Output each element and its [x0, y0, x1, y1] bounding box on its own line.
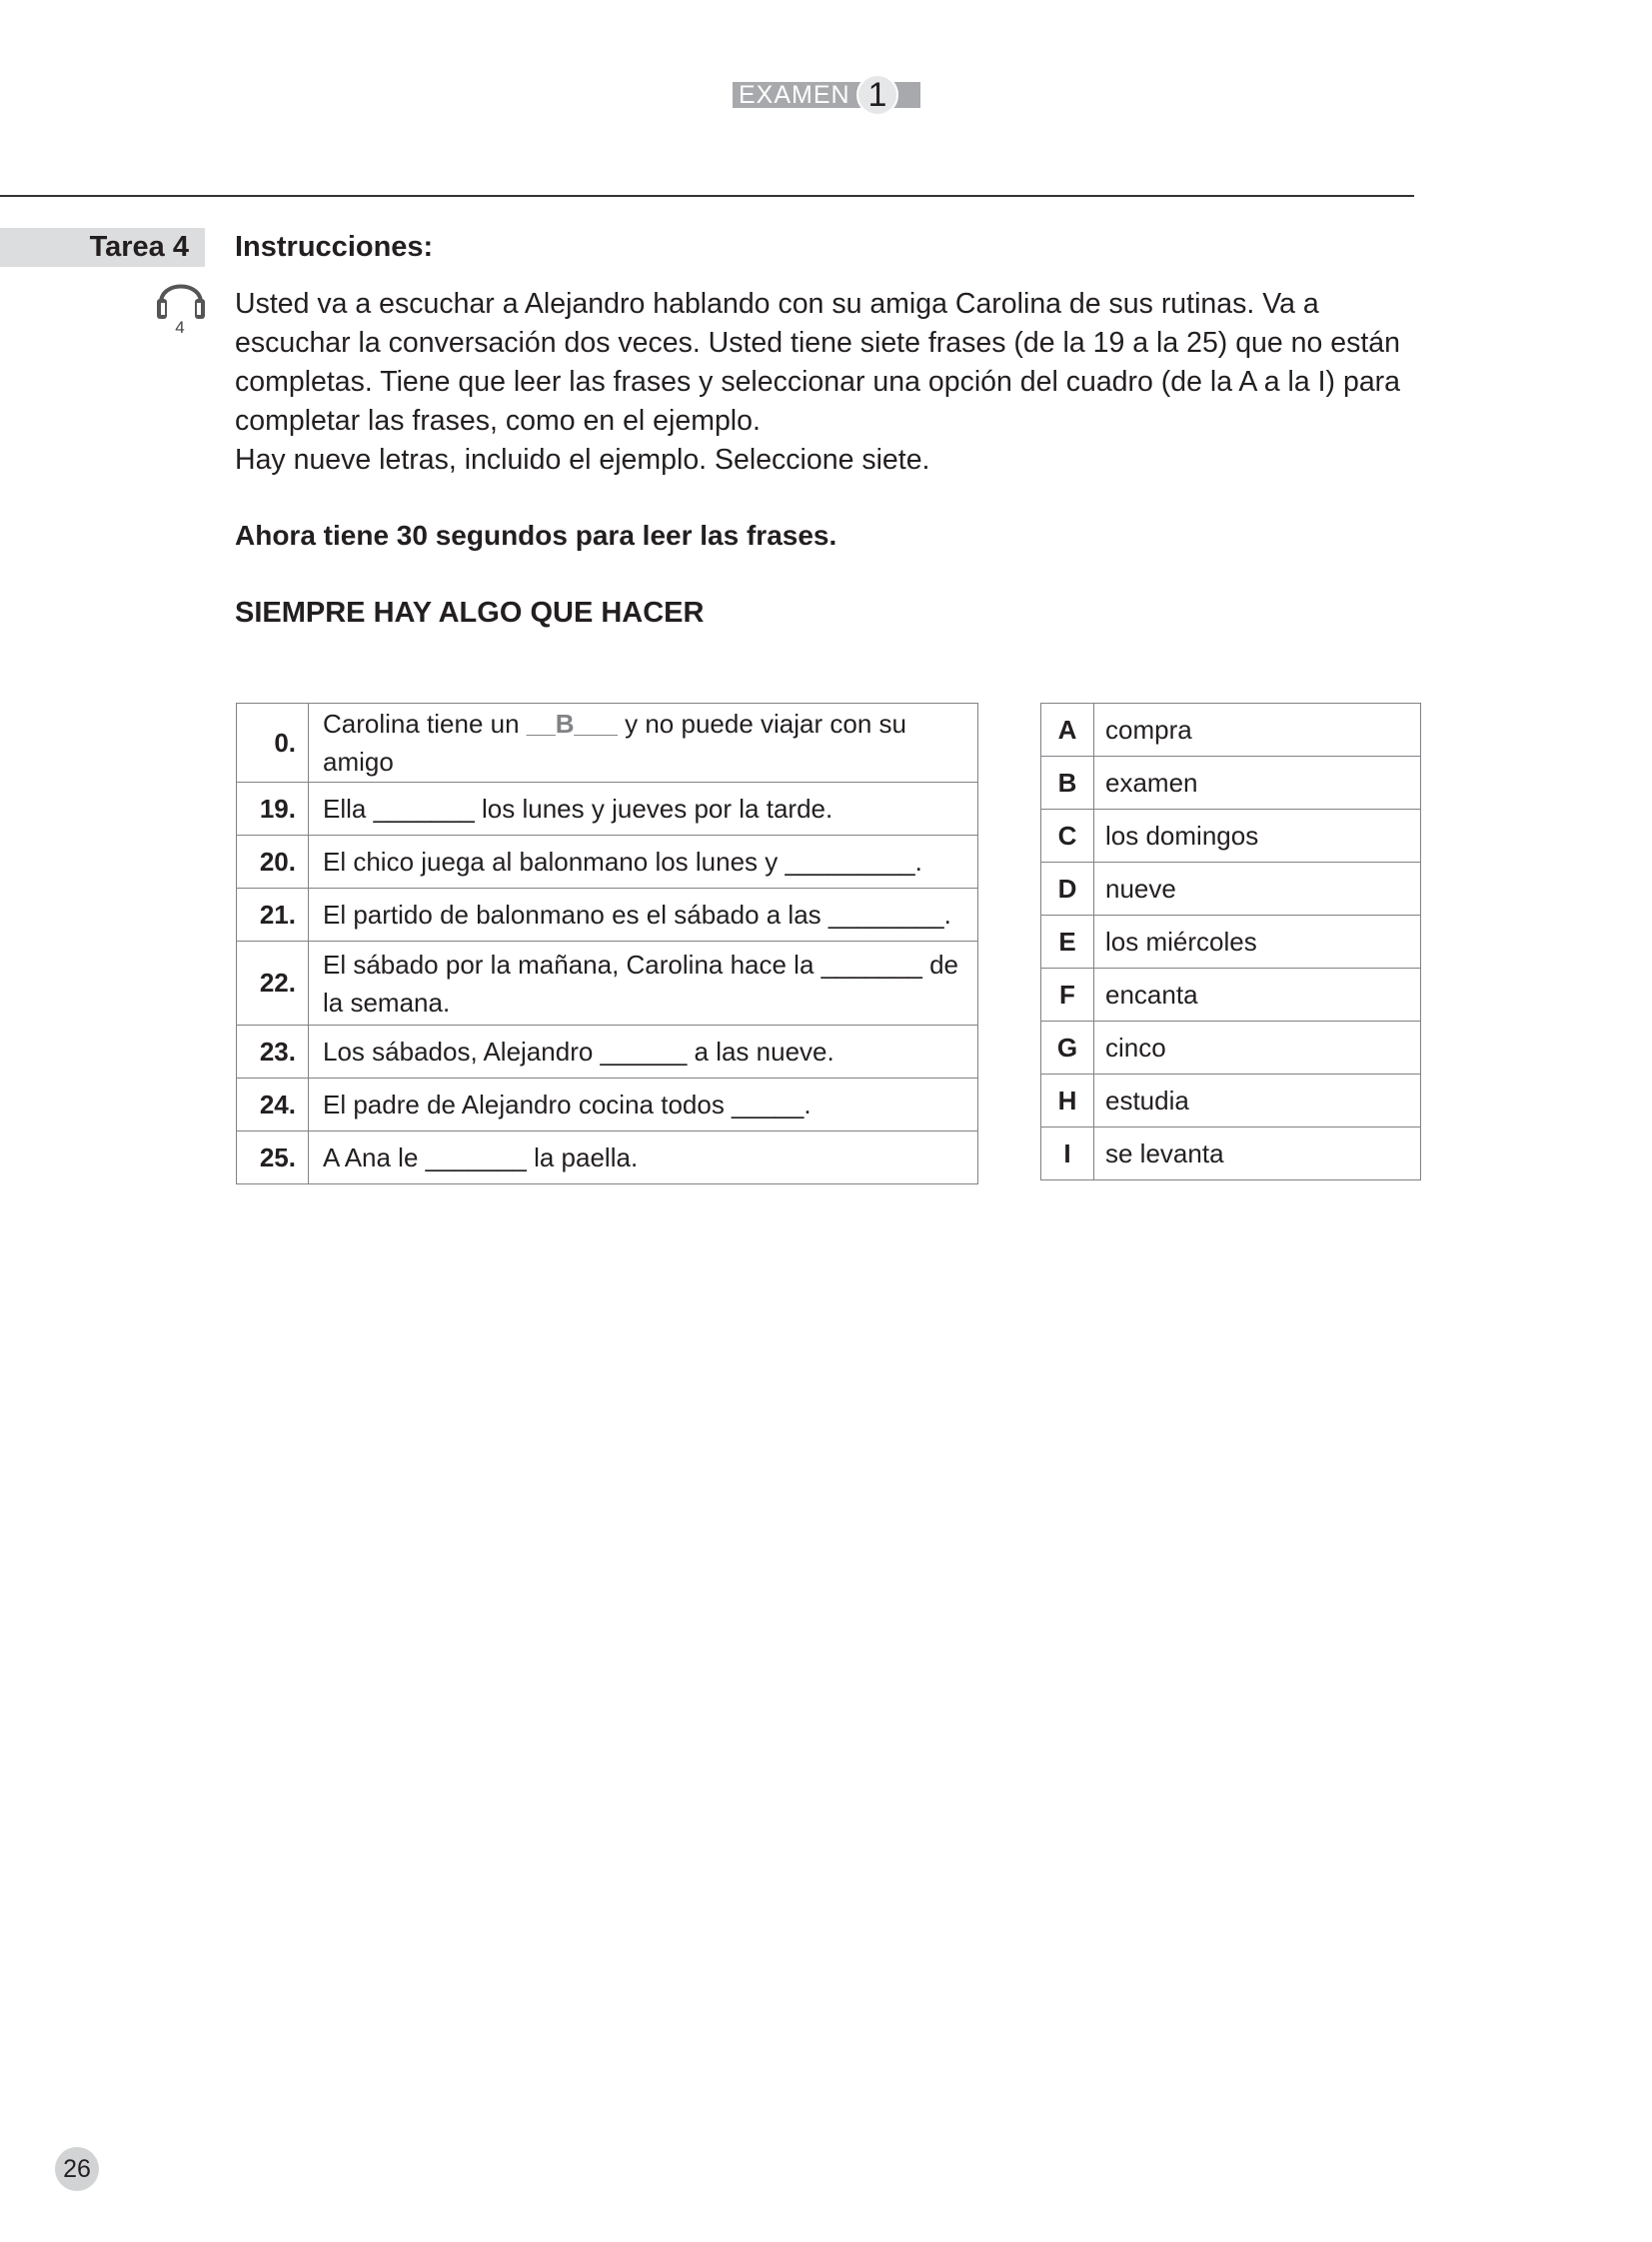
- option-row: [1041, 1022, 1421, 1075]
- task-title: SIEMPRE HAY ALGO QUE HACER: [235, 597, 705, 629]
- option-row: [1041, 1075, 1421, 1127]
- option-letter: B: [1041, 757, 1094, 810]
- sentence-row: [237, 1026, 978, 1079]
- instructions-line: escuchar la conversación dos veces. Usted tiene siete frases (de la 19 a la 25) que no están: [235, 327, 1401, 359]
- option-text: nueve: [1094, 863, 1421, 916]
- sentence-text: A Ana le _______ la paella.: [309, 1131, 978, 1184]
- exam-word: EXAMEN: [739, 81, 850, 109]
- option-letter: E: [1041, 916, 1094, 969]
- option-row: [1041, 863, 1421, 916]
- option-row: [1041, 704, 1421, 757]
- sentence-text: Ella _______ los lunes y jueves por la tarde.: [309, 783, 978, 836]
- option-letter: D: [1041, 863, 1094, 916]
- headphones-icon: [155, 273, 207, 321]
- option-text: se levanta: [1094, 1127, 1421, 1180]
- task-label-band: [0, 228, 205, 267]
- sentence-number: 22.: [237, 942, 309, 1026]
- option-row: [1041, 1127, 1421, 1180]
- option-row: [1041, 757, 1421, 810]
- sentence-row: [237, 836, 978, 889]
- exam-header-badge: [733, 74, 898, 116]
- sentence-row: [237, 1079, 978, 1131]
- option-letter: H: [1041, 1075, 1094, 1127]
- instructions-body: [235, 285, 1419, 480]
- sentence-text: Los sábados, Alejandro ______ a las nueve.: [309, 1026, 978, 1079]
- instructions-line: Hay nueve letras, incluido el ejemplo. Seleccione siete.: [235, 444, 930, 476]
- option-text: estudia: [1094, 1075, 1421, 1127]
- task-label: Tarea 4: [89, 231, 189, 263]
- sentence-number: 23.: [237, 1026, 309, 1079]
- option-text: examen: [1094, 757, 1421, 810]
- sentence-text-after: y no puede viajar con su amigo: [323, 709, 906, 777]
- sentence-text: [309, 942, 978, 1026]
- sentences-table: [236, 703, 978, 1184]
- option-text: cinco: [1094, 1022, 1421, 1075]
- instructions-line: completas. Tiene que leer las frases y seleccionar una opción del cuadro (de la A a la I) para: [235, 366, 1401, 398]
- option-letter: G: [1041, 1022, 1094, 1075]
- sentence-number: 21.: [237, 889, 309, 942]
- sentence-line: El sábado por la mañana, Carolina hace la _______ de: [323, 949, 959, 980]
- sentence-row: [237, 889, 978, 942]
- instructions-line: completar las frases, como en el ejemplo.: [235, 405, 761, 437]
- sentence-text-before: Carolina tiene un: [323, 709, 527, 739]
- sentence-row: [237, 942, 978, 1026]
- sentence-row: [237, 1131, 978, 1184]
- sentence-text: El partido de balonmano es el sábado a las ________.: [309, 889, 978, 942]
- option-letter: I: [1041, 1127, 1094, 1180]
- sentence-number: 24.: [237, 1079, 309, 1131]
- sentence-text: El chico juega al balonmano los lunes y _________.: [309, 836, 978, 889]
- top-divider: [0, 195, 1414, 197]
- option-row: [1041, 810, 1421, 863]
- sentence-text: [309, 704, 978, 783]
- option-text: los domingos: [1094, 810, 1421, 863]
- instructions-line: Usted va a escuchar a Alejandro hablando con su amiga Carolina de sus rutinas. Va a: [235, 288, 1319, 320]
- sentence-number: 19.: [237, 783, 309, 836]
- sentence-text: El padre de Alejandro cocina todos _____.: [309, 1079, 978, 1131]
- option-row: [1041, 916, 1421, 969]
- sentence-row: [237, 783, 978, 836]
- page-number: 26: [55, 2147, 99, 2191]
- sentence-number: 25.: [237, 1131, 309, 1184]
- instructions-title: Instrucciones:: [235, 231, 434, 263]
- option-text: encanta: [1094, 969, 1421, 1022]
- exam-number: 1: [856, 74, 898, 116]
- options-table: [1040, 703, 1421, 1180]
- option-row: [1041, 969, 1421, 1022]
- option-text: compra: [1094, 704, 1421, 757]
- track-number: 4: [175, 318, 185, 337]
- time-note: Ahora tiene 30 segundos para leer las frases.: [235, 520, 837, 551]
- sentence-number: 20.: [237, 836, 309, 889]
- sentence-line: la semana.: [323, 987, 451, 1018]
- example-answer: __B___: [526, 709, 618, 739]
- option-text: los miércoles: [1094, 916, 1421, 969]
- option-letter: C: [1041, 810, 1094, 863]
- sentence-row: [237, 704, 978, 783]
- option-letter: F: [1041, 969, 1094, 1022]
- sentence-number: 0.: [237, 704, 309, 783]
- option-letter: A: [1041, 704, 1094, 757]
